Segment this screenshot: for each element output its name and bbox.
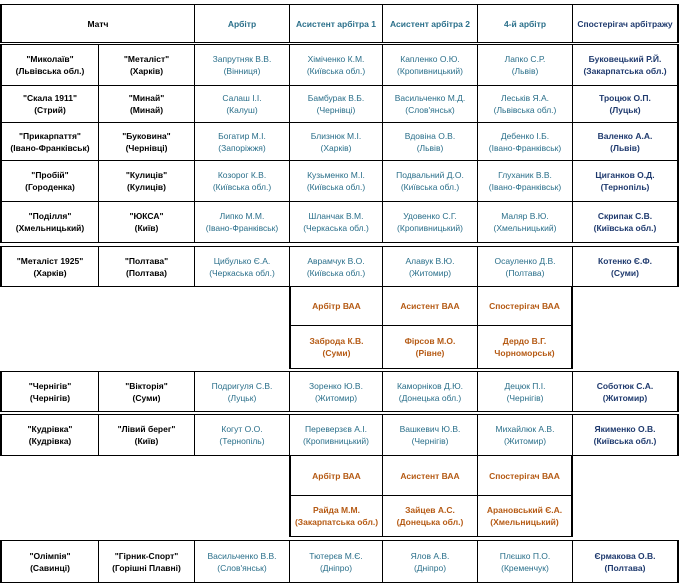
away-team <box>98 540 195 583</box>
observer-line-1: Котенко Є.Ф. <box>598 255 652 266</box>
observer <box>572 122 679 161</box>
observer <box>572 540 679 583</box>
home-team <box>0 85 99 123</box>
observer <box>572 414 679 456</box>
referee-line-2: (Вінниця) <box>223 66 261 76</box>
fourth-official <box>477 540 573 583</box>
referee <box>194 122 290 161</box>
header-ar1 <box>289 4 383 43</box>
fourth-official-line-1: Децюк П.І. <box>504 380 546 391</box>
home-team-line-2: (Городенка) <box>25 182 75 192</box>
assistant-2-line-1: Удовенко С.Г. <box>403 211 457 221</box>
home-team-line-1: "Прикарпаття" <box>19 130 81 141</box>
away-team-line-1: "Вікторія" <box>125 380 168 391</box>
assistant-1 <box>289 160 383 202</box>
home-team-line-2: (Львівська обл.) <box>15 66 85 76</box>
header-ar2 <box>382 4 478 43</box>
assistant-2-line-2: (Житомир) <box>408 267 452 278</box>
assistant-1 <box>289 414 383 456</box>
referee-line-2: (Калуш) <box>226 105 258 115</box>
var-header-assistant <box>382 455 478 496</box>
observer <box>572 85 679 123</box>
home-team-line-1: "Чернігів" <box>28 380 72 391</box>
referee-line-2: (Луцьк) <box>227 392 257 403</box>
assistant-2-line-1: Васильченко М.Д. <box>394 93 466 103</box>
var-header-referee <box>289 286 383 326</box>
away-team-line-2: (Чернівці) <box>125 142 168 153</box>
away-team-line-1: "Кулиців" <box>125 170 168 180</box>
assistant-2 <box>382 201 478 243</box>
observer-line-2: (Київська обл.) <box>593 223 657 233</box>
observer-line-2: (Київська обл.) <box>593 436 657 446</box>
home-team <box>0 160 99 202</box>
assistant-1-line-2: (Київська обл.) <box>306 182 366 192</box>
assistant-1 <box>289 201 383 243</box>
observer-line-1: Соботюк С.А. <box>596 380 654 391</box>
header-observer-line-1: Спостерігач арбітражу <box>577 18 673 29</box>
assistant-1-line-1: Зоренко Ю.В. <box>309 380 363 391</box>
fourth-official <box>477 371 573 412</box>
var-header-assistant-line-1: Асистент ВАА <box>400 470 460 481</box>
assistant-2 <box>382 371 478 412</box>
referee-line-2: (Слов'янськ) <box>217 562 267 573</box>
fourth-official <box>477 246 573 287</box>
observer-line-1: Якименко О.В. <box>594 424 656 434</box>
home-team <box>0 122 99 161</box>
assistant-1-line-2: (Черкаська обл.) <box>303 223 369 233</box>
home-team-line-2: (Чернігів) <box>29 392 71 403</box>
referee-line-1: Цибулько Є.А. <box>213 255 271 266</box>
home-team-line-2: (Савинці) <box>30 562 70 573</box>
assistant-2-line-1: Каморніков Д.Ю. <box>396 380 464 391</box>
away-team-line-2: (Суми) <box>132 392 161 403</box>
observer-line-2: (Суми) <box>611 267 639 278</box>
assistant-1 <box>289 371 383 412</box>
away-team-line-2: (Полтава) <box>126 267 167 278</box>
assistant-1 <box>289 540 383 583</box>
var-referee-line-1: Заброда К.В. <box>309 336 364 346</box>
var-observer-line-1: Дердо В.Г. <box>502 336 547 346</box>
home-team-line-1: "Скала 1911" <box>22 93 78 103</box>
observer-line-1: Скрипак С.В. <box>597 211 653 221</box>
assistant-1-line-2: (Київська обл.) <box>306 66 366 76</box>
away-team <box>98 44 195 86</box>
away-team <box>98 414 195 456</box>
assistant-1-line-2: (Житомир) <box>314 392 358 403</box>
var-header-observer <box>477 286 573 326</box>
assistant-1-line-1: Бамбурак В.Б. <box>307 93 365 103</box>
fourth-official-line-1: Леськів Я.А. <box>501 93 549 103</box>
referee-line-1: Салаш І.І. <box>222 93 262 103</box>
referee-line-2: (Тернопіль) <box>219 436 265 446</box>
var-assistant <box>382 495 478 537</box>
var-referee-line-1: Райда М.М. <box>313 505 360 515</box>
assistant-1-line-1: Шланчак В.М. <box>308 211 364 221</box>
assistant-2-line-2: (Донецька обл.) <box>398 392 462 403</box>
assistant-1-line-1: Близнюк М.І. <box>310 130 362 141</box>
away-team <box>98 160 195 202</box>
observer-line-2: (Луцьк) <box>609 105 641 115</box>
observer-line-1: Валенко А.А. <box>597 130 653 141</box>
referee <box>194 246 290 287</box>
assistant-2-line-1: Вашкевич Ю.В. <box>399 424 461 434</box>
fourth-official <box>477 85 573 123</box>
assistant-2-line-1: Ялов А.В. <box>410 550 450 561</box>
home-team-line-1: "Кудрівка" <box>27 424 73 434</box>
var-assistant-line-2: (Рівне) <box>415 348 445 358</box>
home-team-line-2: (Хмельницький) <box>15 223 85 233</box>
home-team <box>0 246 99 287</box>
observer-line-1: Троцюк О.П. <box>599 93 651 103</box>
assistant-2-line-1: Вдовіна О.В. <box>404 130 456 141</box>
var-header-observer-line-1: Спостерігач ВАА <box>489 301 560 311</box>
var-header-assistant-line-1: Асистент ВАА <box>400 301 460 311</box>
home-team-line-2: (Кудрівка) <box>28 436 72 446</box>
fourth-official-line-2: (Чернігів) <box>506 392 544 403</box>
assistant-2-line-2: (Кропивницький) <box>397 223 463 233</box>
fourth-official-line-1: Михайлюк А.В. <box>495 424 555 434</box>
referee <box>194 201 290 243</box>
away-team <box>98 122 195 161</box>
home-team-line-2: (Стрий) <box>34 105 66 115</box>
observer <box>572 246 679 287</box>
home-team-line-1: "Миколаїв" <box>26 54 74 64</box>
assistant-2-line-2: (Київська обл.) <box>400 182 460 192</box>
assistant-1 <box>289 246 383 287</box>
home-team <box>0 540 99 583</box>
fourth-official <box>477 122 573 161</box>
fourth-official <box>477 160 573 202</box>
referee <box>194 414 290 456</box>
observer-line-2: (Полтава) <box>604 562 646 573</box>
assistant-1-line-1: Тютерєв М.Є. <box>309 550 363 561</box>
observer <box>572 44 679 86</box>
assistant-1-line-1: Кузьменко М.І. <box>307 170 365 180</box>
header-match-line-1: Матч <box>87 18 109 29</box>
var-assistant <box>382 325 478 369</box>
fourth-official-line-2: (Львів) <box>511 66 539 76</box>
fourth-official-line-2: (Івано-Франківськ) <box>488 142 562 153</box>
var-referee-line-2: (Суми) <box>322 348 351 358</box>
fourth-official-line-2: (Житомир) <box>503 436 547 446</box>
var-observer-line-1: Арановський Є.А. <box>486 505 563 515</box>
assistant-2 <box>382 85 478 123</box>
observer-line-2: (Житомир) <box>602 392 648 403</box>
observer <box>572 160 679 202</box>
fourth-official-line-2: (Полтава) <box>505 267 545 278</box>
referee-line-2: (Івано-Франківськ) <box>205 223 279 233</box>
referee-line-2: (Київська обл.) <box>212 182 272 192</box>
var-header-referee-line-1: Арбітр ВАА <box>312 301 361 311</box>
assistant-1-line-2: (Київська обл.) <box>306 267 366 278</box>
fourth-official-line-1: Глуханик В.В. <box>498 170 552 180</box>
away-team-line-2: (Київ) <box>134 436 159 446</box>
fourth-official-line-1: Осауленко Д.В. <box>494 255 556 266</box>
var-referee <box>289 325 383 369</box>
fourth-official <box>477 201 573 243</box>
referee-line-1: Запрутняк В.В. <box>212 54 272 64</box>
referee-line-1: Подригуля С.В. <box>211 380 273 391</box>
assistant-1-line-1: Переверзєв А.І. <box>305 424 367 434</box>
observer-line-1: Єрмакова О.В. <box>594 550 656 561</box>
observer-line-1: Циганков О.Д. <box>595 170 655 180</box>
fourth-official-line-2: (Львівська обл.) <box>493 105 557 115</box>
header-referee-line-1: Арбітр <box>227 18 257 29</box>
assistant-2-line-1: Подвальний Д.О. <box>396 170 464 180</box>
assistant-1-line-1: Хіміченко К.М. <box>307 54 365 64</box>
fourth-official-line-1: Плєшко П.О. <box>499 550 551 561</box>
assistant-1 <box>289 44 383 86</box>
var-referee <box>289 495 383 537</box>
assistant-2 <box>382 246 478 287</box>
away-team-line-2: (Кулиців) <box>127 182 166 192</box>
var-header-observer <box>477 455 573 496</box>
fourth-official-line-1: Лапко С.Р. <box>504 54 546 64</box>
fourth-official-line-2: (Хмельницький) <box>493 223 557 233</box>
var-header-observer-line-1: Спостерігач ВАА <box>489 470 560 481</box>
away-team-line-2: (Київ) <box>134 223 159 233</box>
away-team-line-2: (Минай) <box>129 105 164 115</box>
home-team-line-2: (Івано-Франківськ) <box>10 142 90 153</box>
home-team-line-1: "Поділля" <box>28 211 72 221</box>
var-assistant-line-2: (Донецька обл.) <box>396 517 464 527</box>
assistant-2-line-2: (Чернігів) <box>411 436 449 446</box>
assistant-2-line-2: (Львів) <box>416 142 444 153</box>
assistant-1 <box>289 85 383 123</box>
fourth-official <box>477 414 573 456</box>
assistant-2-line-2: (Кропивницький) <box>397 66 463 76</box>
observer <box>572 371 679 412</box>
referee-line-1: Липко М.М. <box>219 211 265 221</box>
assistant-1 <box>289 122 383 161</box>
away-team-line-1: "Полтава" <box>124 255 169 266</box>
header-match <box>0 4 195 43</box>
referee-line-1: Козорог К.В. <box>217 170 267 180</box>
observer-line-2: (Львів) <box>610 142 640 153</box>
referee <box>194 160 290 202</box>
home-team-line-1: "Олімпія" <box>29 550 71 561</box>
assistant-2 <box>382 414 478 456</box>
var-header-referee <box>289 455 383 496</box>
home-team-line-1: "Металіст 1925" <box>16 255 84 266</box>
header-ar2-line-1: Асистент арбітра 2 <box>390 18 470 29</box>
away-team-line-1: "Гірник-Спорт" <box>114 550 179 561</box>
away-team-line-1: "Лівий берег" <box>117 424 176 434</box>
assistant-2 <box>382 160 478 202</box>
header-fourth <box>477 4 573 43</box>
observer <box>572 201 679 243</box>
away-team-line-1: "Минай" <box>128 93 165 103</box>
home-team-line-2: (Харків) <box>33 267 67 278</box>
var-observer-line-2: (Хмельницький) <box>490 517 559 527</box>
home-team <box>0 44 99 86</box>
var-assistant-line-1: Фірсов М.О. <box>404 336 456 346</box>
away-team-line-2: (Харків) <box>129 66 164 76</box>
away-team <box>98 371 195 412</box>
assistant-1-line-2: (Чернівці) <box>316 105 356 115</box>
var-referee-line-2: (Закарпатська обл.) <box>294 517 379 527</box>
header-observer <box>572 4 679 43</box>
assistant-1-line-2: (Харків) <box>320 142 352 153</box>
var-observer <box>477 495 573 537</box>
var-observer <box>477 325 573 369</box>
assistant-2-line-1: Капленко О.Ю. <box>400 54 460 64</box>
away-team <box>98 85 195 123</box>
assistant-1-line-2: (Дніпро) <box>319 562 353 573</box>
assistant-1-line-1: Аврамчук В.О. <box>307 255 365 266</box>
header-fourth-line-1: 4-й арбітр <box>503 18 547 29</box>
referee <box>194 44 290 86</box>
fourth-official-line-2: (Кременчук) <box>501 562 549 573</box>
home-team <box>0 201 99 243</box>
observer-line-2: (Тернопіль) <box>600 182 650 192</box>
referee <box>194 371 290 412</box>
var-header-assistant <box>382 286 478 326</box>
referee-line-2: (Запоріжжя) <box>218 142 266 153</box>
referee-line-1: Когут О.О. <box>221 424 263 434</box>
referee <box>194 540 290 583</box>
assistant-2-line-2: (Дніпро) <box>413 562 447 573</box>
assistant-2 <box>382 540 478 583</box>
var-header-referee-line-1: Арбітр ВАА <box>312 470 361 481</box>
away-team-line-2: (Горішні Плавні) <box>112 562 181 573</box>
var-observer-line-2: Чорноморськ) <box>494 348 555 358</box>
away-team-line-1: "Металіст" <box>123 54 170 64</box>
fourth-official <box>477 44 573 86</box>
assistant-2 <box>382 122 478 161</box>
referee-line-1: Богатир М.І. <box>218 130 266 141</box>
fourth-official-line-2: (Івано-Франківськ) <box>488 182 562 192</box>
home-team <box>0 371 99 412</box>
header-referee <box>194 4 290 43</box>
referee <box>194 85 290 123</box>
assistant-2-line-2: (Слов'янськ) <box>405 105 455 115</box>
away-team <box>98 246 195 287</box>
observer-line-2: (Закарпатська обл.) <box>583 66 667 76</box>
assistant-1-line-2: (Кропивницький) <box>303 436 369 446</box>
away-team-line-1: "Буковина" <box>122 130 171 141</box>
away-team <box>98 201 195 243</box>
fourth-official-line-1: Маляр В.Ю. <box>501 211 549 221</box>
assistant-2-line-1: Алавук В.Ю. <box>405 255 455 266</box>
home-team-line-1: "Пробій" <box>31 170 69 180</box>
header-ar1-line-1: Асистент арбітра 1 <box>296 18 376 29</box>
home-team <box>0 414 99 456</box>
assistant-2 <box>382 44 478 86</box>
referee-line-1: Васильченко В.В. <box>207 550 277 561</box>
fourth-official-line-1: Дебенко І.Б. <box>500 130 550 141</box>
away-team-line-1: "ЮКСА" <box>129 211 164 221</box>
observer-line-1: Буковецький Р.Й. <box>588 54 662 64</box>
referee-line-2: (Черкаська обл.) <box>209 267 275 278</box>
var-assistant-line-1: Зайцев А.С. <box>405 505 455 515</box>
